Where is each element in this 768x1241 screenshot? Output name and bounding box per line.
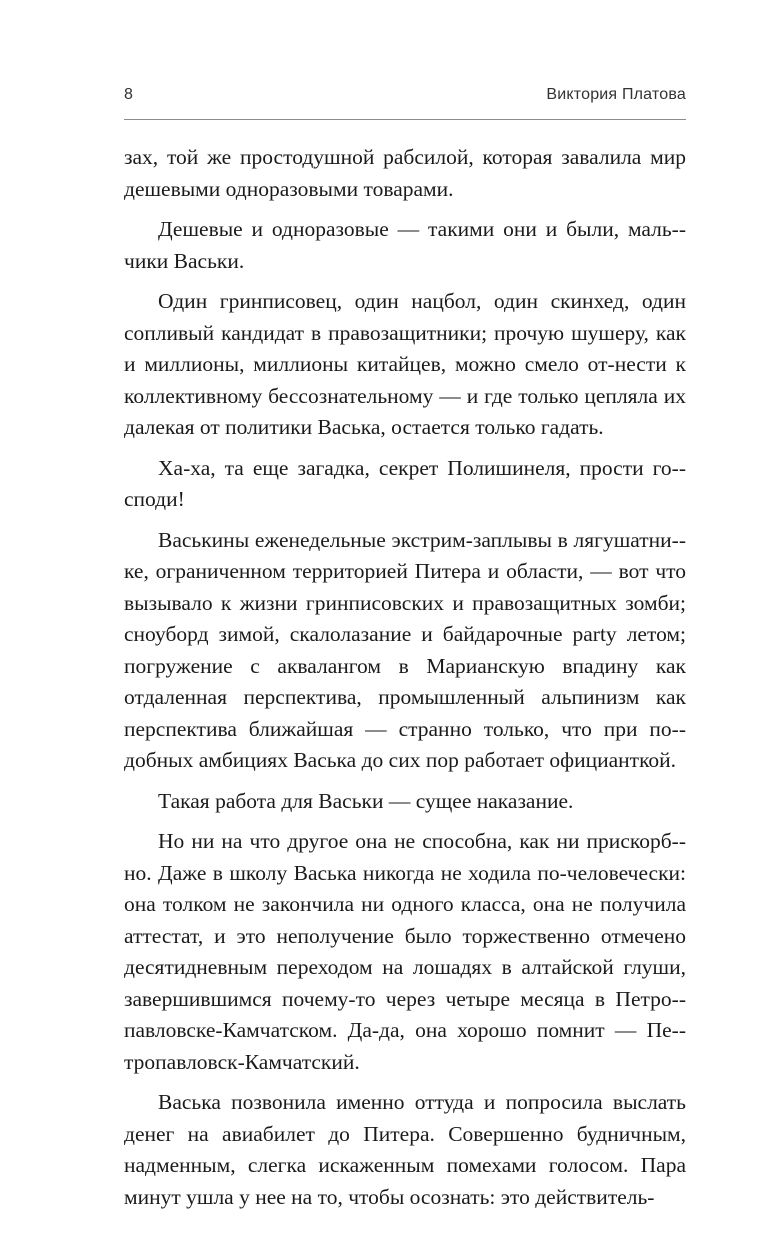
paragraph: Один гринписовец, один нацбол, один скинхед, один сопливый кандидат в правозащитники; прочую шушеру, как и миллионы, миллионы китайцев, можно смело от-нести к коллективному бессознательному — и где только цепляла их далекая от политики Васька, остается только гадать. [124,289,686,439]
page-number: 8 [124,86,133,103]
running-head-author: Виктория Платова [546,86,686,103]
paragraph: Такая работа для Васьки — сущее наказание. [158,788,574,813]
paragraph: Васькины еженедельные экстрим-заплывы в лягушатни-ке, ограниченном территорией Питера и области, — вот что вызывало к жизни гринписовских и правозащитных зомби; сноуборд зимой, скалолазание и байдарочные party летом; погружение с аквалангом в Марианскую впадину как отдаленная перспектива, промышленный альпинизм как перспектива ближайшая — странно только, что при по-добных амбициях Васька до сих пор работает официанткой. [124,527,686,772]
paragraph: Дешевые и одноразовые — такими они и были, маль-чики Васьки. [124,217,686,273]
paragraph: Ха-ха, та еще загадка, секрет Полишинеля, прости го-споди! [124,455,686,511]
header-divider [124,119,686,120]
page-header [124,86,686,110]
paragraph: Но ни на что другое она не способна, как ни прискорб-но. Даже в школу Васька никогда не ходила по-человечески: она толком не закончила ни одного класса, она не получила аттестат, и это неполучение было торжественно отмечено десятидневным переходом на лошадях в алтайской глуши, завершившимся почему-то через четыре месяца в Петро-павловске-Камчатском. Да-да, она хорошо помнит — Пе-тропавловск-Камчатский. [124,829,686,1074]
paragraph: зах, той же простодушной рабсилой, которая завалила мир дешевыми одноразовыми товарами. [124,145,686,201]
paragraph: Васька позвонила именно оттуда и попросила выслать денег на авиабилет до Питера. Совершенно будничным, надменным, слегка искаженным помехами голосом. Пара минут ушла у нее на то, чтобы осознать: это действитель- [124,1090,686,1209]
body-text [124,142,686,1222]
